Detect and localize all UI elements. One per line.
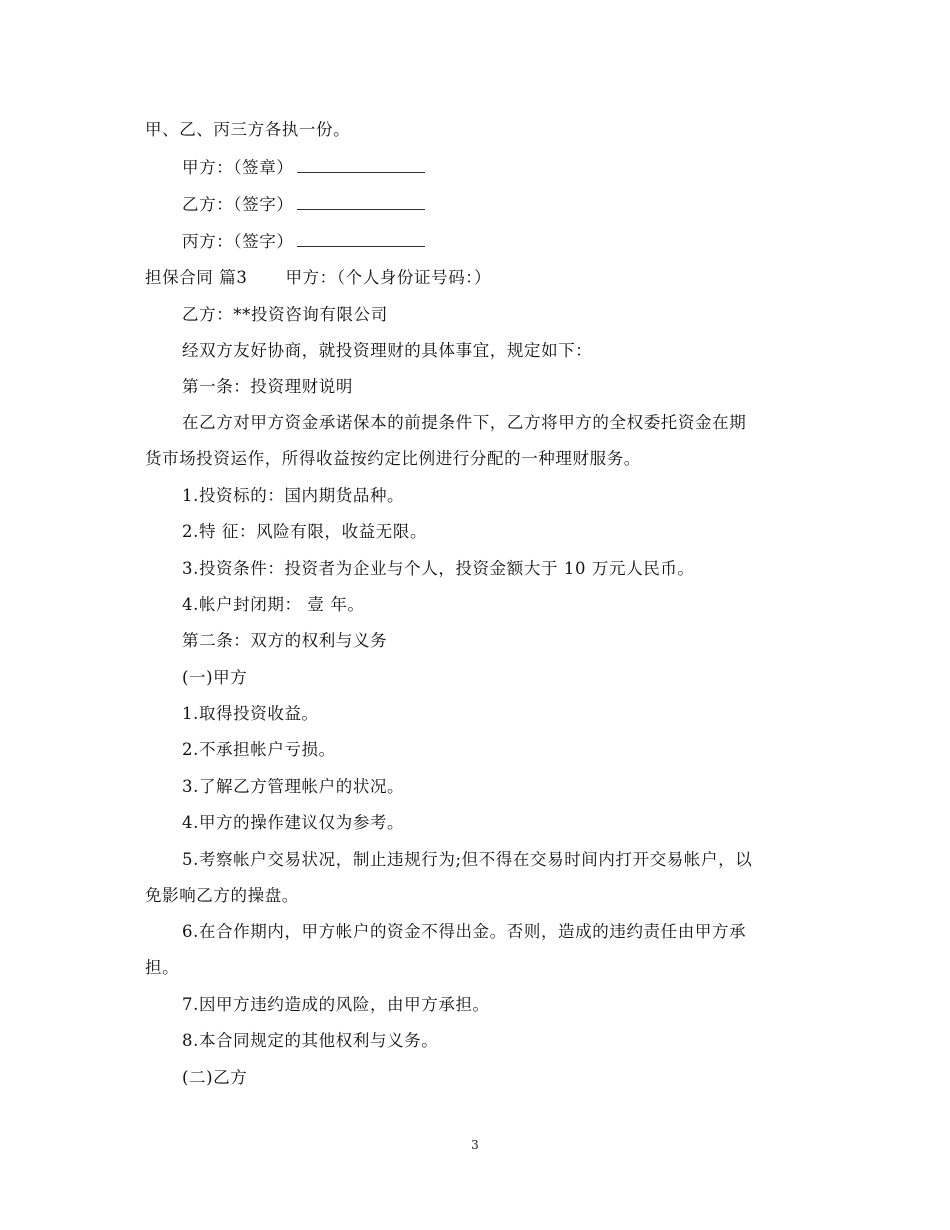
text-line: 经双方友好协商，就投资理财的具体事宜，规定如下：	[182, 341, 593, 360]
text-line: 在乙方对甲方资金承诺保本的前提条件下，乙方将甲方的全权委托资金在期	[182, 413, 747, 432]
list-item: 3.投资条件：投资者为企业与个人，投资金额大于 10 万元人民币。	[182, 559, 695, 578]
list-item: 4.甲方的操作建议仅为参考。	[182, 813, 405, 832]
signature-line-party-c	[182, 232, 822, 252]
list-item: 3.了解乙方管理帐户的状况。	[182, 777, 405, 796]
list-item: 4.帐户封闭期： 壹 年。	[182, 595, 365, 614]
signature-blank	[297, 232, 425, 247]
article-heading: 第二条：双方的权利与义务	[182, 631, 388, 650]
signature-label: 乙方：（签字）	[182, 195, 294, 214]
list-item: 5.考察帐户交易状况，制止违规行为;但不得在交易时间内打开交易帐户，以	[182, 850, 753, 869]
signature-blank	[297, 195, 425, 210]
text-line: 甲、乙、丙三方各执一份。	[145, 120, 351, 139]
list-item: 1.投资标的：国内期货品种。	[182, 486, 405, 505]
signature-label: 甲方：（签章）	[182, 158, 294, 177]
text-line: 担。	[145, 958, 180, 977]
list-item: 6.在合作期内，甲方帐户的资金不得出金。否则，造成的违约责任由甲方承	[182, 922, 747, 941]
subsection-heading: (二)乙方	[182, 1068, 248, 1087]
list-item: 7.因甲方违约造成的风险，由甲方承担。	[182, 995, 490, 1014]
text-line: 货市场投资运作，所得收益按约定比例进行分配的一种理财服务。	[145, 449, 641, 468]
section-heading-line	[145, 268, 825, 288]
list-item: 2.不承担帐户亏损。	[182, 740, 336, 759]
section-title: 担保合同 篇3	[145, 268, 248, 287]
text-line: 免影响乙方的操盘。	[145, 886, 299, 905]
section-party-a: 甲方：（个人身份证号码：）	[285, 268, 492, 287]
page-number: 3	[471, 1138, 479, 1152]
list-item: 1.取得投资收益。	[182, 704, 319, 723]
article-heading: 第一条：投资理财说明	[182, 377, 353, 396]
signature-label: 丙方：（签字）	[182, 232, 294, 251]
list-item: 2.特 征：风险有限，收益无限。	[182, 522, 428, 541]
list-item: 8.本合同规定的其他权利与义务。	[182, 1031, 439, 1050]
signature-line-party-a	[182, 158, 822, 178]
signature-line-party-b	[182, 195, 822, 215]
subsection-heading: (一)甲方	[182, 668, 248, 687]
signature-blank	[297, 158, 425, 173]
text-line: 乙方：**投资咨询有限公司	[182, 305, 388, 324]
